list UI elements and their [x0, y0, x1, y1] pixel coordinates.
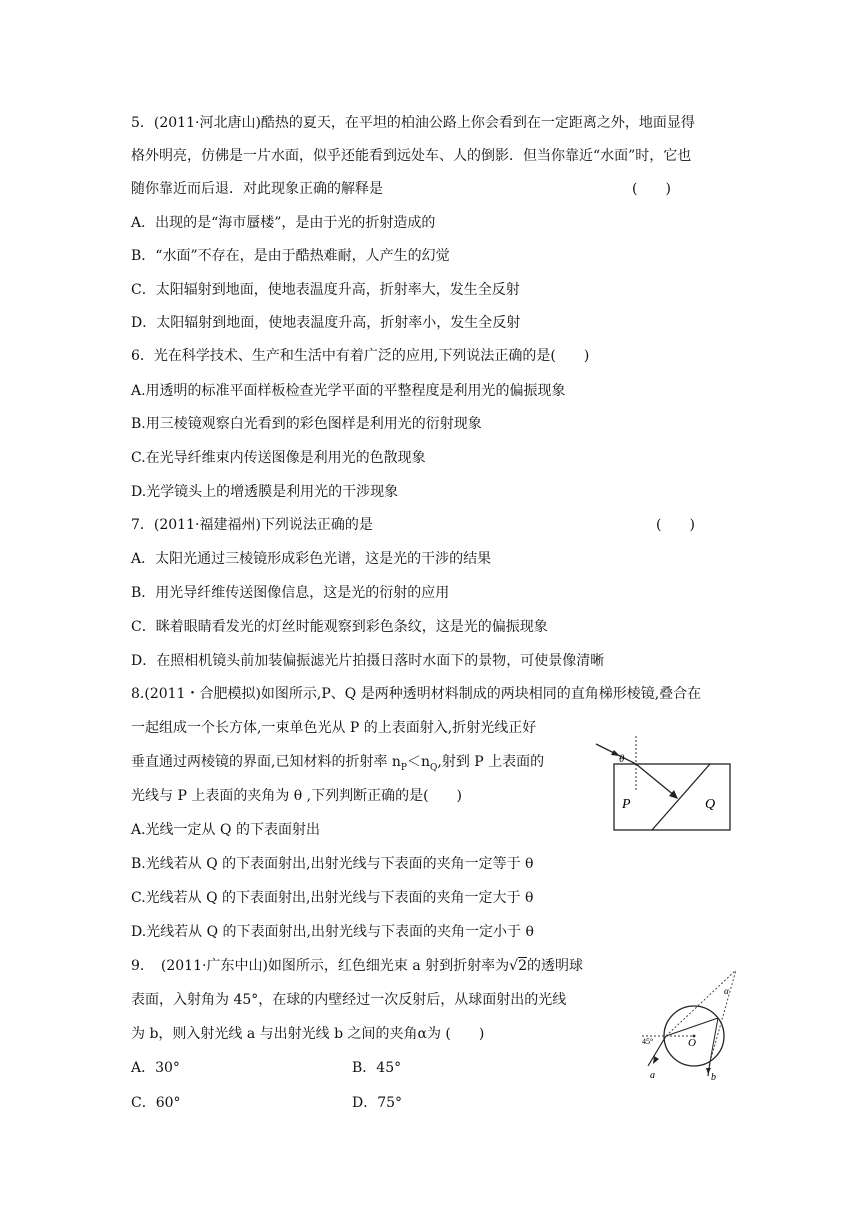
q6-stem: 6．光在科学技术、生产和生活中有着广泛的应用,下列说法正确的是( ) — [131, 348, 590, 364]
q9-line1-tail: 的透明球 — [527, 958, 583, 974]
q7-option-a: A．太阳光通过三棱镜形成彩色光谱，这是光的干涉的结果 — [131, 551, 492, 567]
q7-option-d: D．在照相机镜头前加装偏振滤光片拍摄日落时水面下的景物，可使景像清晰 — [131, 653, 605, 669]
q5-option-c: C．太阳辐射到地面，使地表温度升高，折射率大，发生全反射 — [131, 282, 520, 298]
q8-option-c: C.光线若从 Q 的下表面射出,出射光线与下表面的夹角一定大于 θ — [131, 890, 534, 906]
q7-stem: 7．(2011·福建福州)下列说法正确的是 — [131, 517, 373, 533]
q-label: Q — [705, 797, 716, 812]
angle-label: 45° — [642, 1037, 654, 1046]
ray-a-label: a — [650, 1070, 655, 1081]
q8-line2: 一起组成一个长方体,一束单色光从 P 的上表面射入,折射光线正好 — [131, 720, 537, 736]
q8-option-b: B.光线若从 Q 的下表面射出,出射光线与下表面的夹角一定等于 θ — [131, 856, 534, 872]
q6-option-d: D.光学镜头上的增透膜是利用光的干涉现象 — [131, 484, 399, 500]
q9-line2: 表面，入射角为 45°，在球的内壁经过一次反射后，从球面射出的光线 — [131, 992, 567, 1008]
q5-answer-bracket: ( ) — [632, 181, 671, 197]
q7-option-b: B．用光导纤维传送图像信息，这是光的衍射的应用 — [131, 585, 450, 601]
q8-lt-sign: ＜n — [406, 754, 431, 770]
arrow-a — [653, 1056, 659, 1064]
q8-option-d: D.光线若从 Q 的下表面射出,出射光线与下表面的夹角一定小于 θ — [131, 924, 534, 940]
q9-line3: 为 b，则入射光线 a 与出射光线 b 之间的夹角α为 ( ) — [131, 1026, 485, 1042]
q9-sqrt-sign: √ — [509, 958, 519, 974]
q7-option-c: C．眯着眼睛看发光的灯丝时能观察到彩色条纹，这是光的偏振现象 — [131, 619, 548, 635]
q8-option-a: A.光线一定从 Q 的下表面射出 — [131, 822, 320, 838]
q6-option-b: B.用三棱镜观察白光看到的彩色图样是利用光的衍射现象 — [131, 416, 482, 432]
q9-option-a: A．30° — [131, 1060, 180, 1076]
q8-prism-figure — [592, 734, 740, 834]
q9-option-c: C．60° — [131, 1095, 181, 1111]
q9-line1 — [131, 956, 583, 976]
q9-option-b: B．45° — [352, 1060, 402, 1076]
ray-b-label: b — [711, 1072, 716, 1083]
prism-interface — [652, 764, 710, 830]
q5-line2: 格外明亮，仿佛是一片水面，似乎还能看到远处车、人的倒影．但当你靠近“水面”时，它也 — [131, 148, 692, 164]
q8-line3-tail: ,射到 P 上表面的 — [437, 754, 545, 770]
q8-sub-p: P — [400, 762, 407, 773]
alpha-label: α — [724, 986, 729, 996]
q9-sphere-figure — [640, 966, 740, 1084]
theta-label: θ — [619, 753, 625, 765]
q5-option-b: B．“水面”不存在，是由于酷热难耐，人产生的幻觉 — [131, 248, 450, 264]
q6-option-a: A.用透明的标准平面样板检查光学平面的平整程度是利用光的偏振现象 — [131, 383, 566, 399]
q9-option-d: D．75° — [352, 1095, 403, 1111]
q5-option-d: D．太阳辐射到地面，使地表温度升高，折射率小，发生全反射 — [131, 315, 521, 331]
center-label: O — [688, 1037, 696, 1049]
q5-line3: 随你靠近而后退．对此现象正确的解释是 — [131, 181, 383, 197]
p-label: P — [622, 797, 631, 812]
inner-ray-1 — [666, 1018, 718, 1036]
refracted-ray — [636, 764, 675, 796]
q7-answer-bracket: ( ) — [656, 517, 695, 533]
q9-sqrt-value: 2 — [518, 958, 527, 974]
q8-line3 — [131, 752, 544, 778]
q5-option-a: A．出现的是“海市蜃楼”，是由于光的折射造成的 — [131, 215, 436, 231]
q5-line1: 5．(2011·河北唐山)酷热的夏天，在平坦的柏油公路上你会看到在一定距离之外，地面显得 — [131, 115, 695, 131]
q8-line3-text: 垂直通过两棱镜的界面,已知材料的折射率 n — [131, 754, 401, 770]
q8-sub-q: Q — [430, 762, 438, 773]
q6-option-c: C.在光导纤维束内传送图像是利用光的色散现象 — [131, 450, 426, 466]
q8-line4: 光线与 P 上表面的夹角为 θ ,下列判断正确的是( ) — [131, 788, 463, 804]
extension-dashed-1 — [666, 970, 736, 1036]
extension-dashed-2 — [710, 970, 736, 1062]
q9-line1-text: 9． (2011·广东中山)如图所示，红色细光束 a 射到折射率为 — [131, 958, 510, 974]
q8-line1: 8.(2011・合肥模拟)如图所示,P、Q 是两种透明材料制成的两块相同的直角梯形棱镜,叠合在 — [131, 686, 702, 702]
